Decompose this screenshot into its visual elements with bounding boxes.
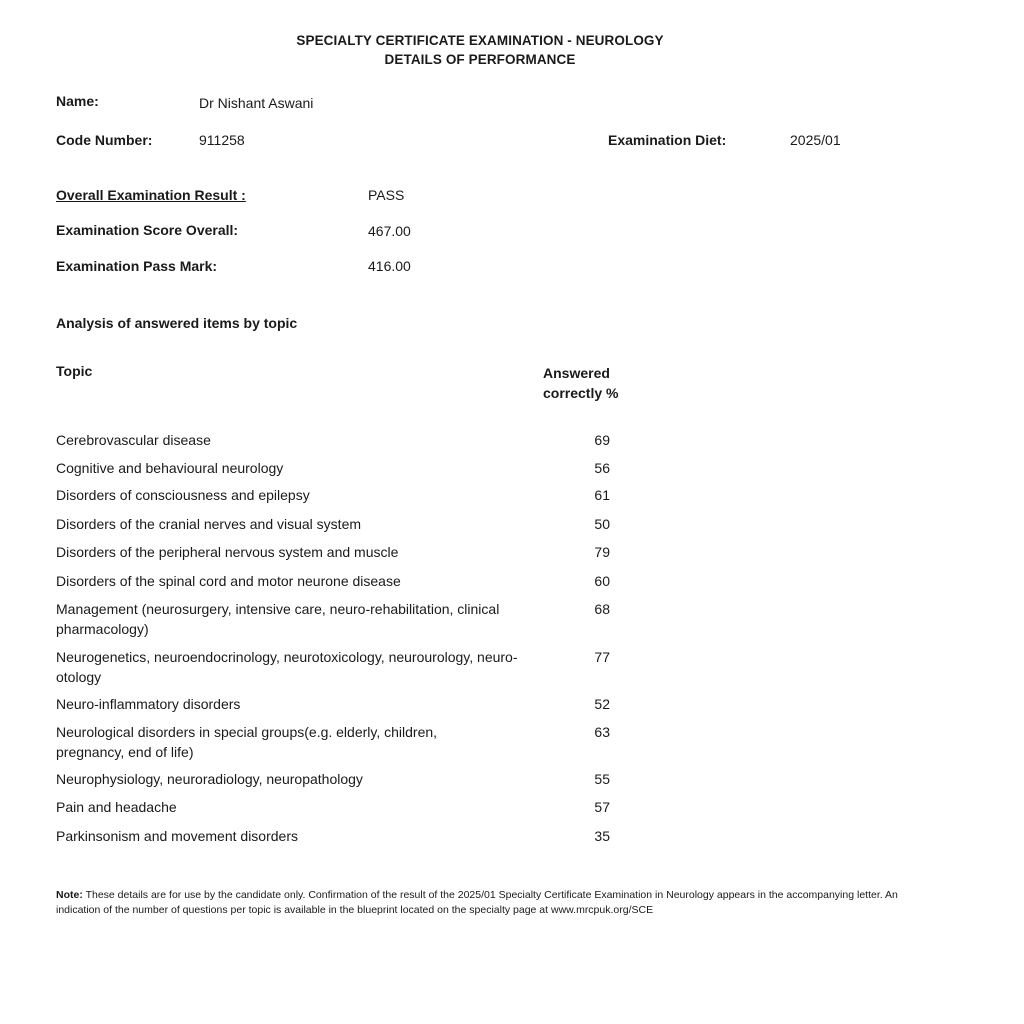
answered-header-line2: correctly % [543,385,619,401]
topic-column-header: Topic [56,363,93,379]
pass-mark-label: Examination Pass Mark: [56,258,218,274]
document-subtitle: DETAILS OF PERFORMANCE [384,52,576,67]
score-overall-value: 467.00 [368,223,411,239]
code-number-label: Code Number: [56,132,153,148]
topic-percent: 61 [594,487,610,503]
score-overall-label: Examination Score Overall: [56,222,239,238]
pass-mark-value: 416.00 [368,258,411,274]
topic-name: Neuro-inflammatory disorders [56,696,241,712]
examination-diet-value: 2025/01 [790,132,841,148]
topic-name: Cerebrovascular disease [56,432,211,448]
topic-name: Disorders of the spinal cord and motor neurone disease [56,573,401,589]
overall-result-value: PASS [368,187,405,203]
footnote [56,888,906,917]
topic-name: Neurological disorders in special groups(e.g. elderly, children, pregnancy, end of life) [56,724,438,760]
note-text: These details are for use by the candidate only. Confirmation of the result of the 2025/01 Specialty Certificate Examination in Neurology appears in the accompanying letter. An indication of the number of questions per topic is available in the blueprint located on the specialty page at www.mrcpuk.org/SCE [56,889,898,916]
topic-name: Management (neurosurgery, intensive care, neuro-rehabilitation, clinical pharmacology) [56,601,500,637]
topic-name: Cognitive and behavioural neurology [56,460,284,476]
topic-percent: 68 [594,601,610,617]
analysis-section-title: Analysis of answered items by topic [56,315,298,331]
topic-percent: 55 [594,771,610,787]
topic-percent: 69 [594,432,610,448]
topic-percent: 35 [594,828,610,844]
topic-name: Parkinsonism and movement disorders [56,828,298,844]
topic-name: Neurophysiology, neuroradiology, neuropathology [56,771,363,787]
overall-result-label: Overall Examination Result : [56,187,246,203]
topic-percent: 56 [594,460,610,476]
topic-percent: 63 [594,724,610,740]
name-value: Dr Nishant Aswani [199,95,314,111]
answered-correctly-column-header [543,363,618,403]
topic-percent: 60 [594,573,610,589]
topic-name: Neurogenetics, neuroendocrinology, neurotoxicology, neurourology, neuro-otology [56,649,518,685]
topic-name: Disorders of the peripheral nervous system and muscle [56,544,399,560]
topic-percent: 57 [594,799,610,815]
examination-diet-label: Examination Diet: [608,132,727,148]
topic-name: Disorders of the cranial nerves and visual system [56,516,362,532]
topic-percent: 79 [594,544,610,560]
topic-name: Disorders of consciousness and epilepsy [56,487,310,503]
topic-percent: 52 [594,696,610,712]
document-title: SPECIALTY CERTIFICATE EXAMINATION - NEUROLOGY [296,33,664,48]
topic-percent: 50 [594,516,610,532]
answered-header-line1: Answered [543,365,610,381]
note-label: Note: [56,889,83,901]
topic-percent: 77 [594,649,610,665]
code-number-value: 911258 [199,132,245,148]
topic-name: Pain and headache [56,799,177,815]
name-label: Name: [56,93,99,109]
